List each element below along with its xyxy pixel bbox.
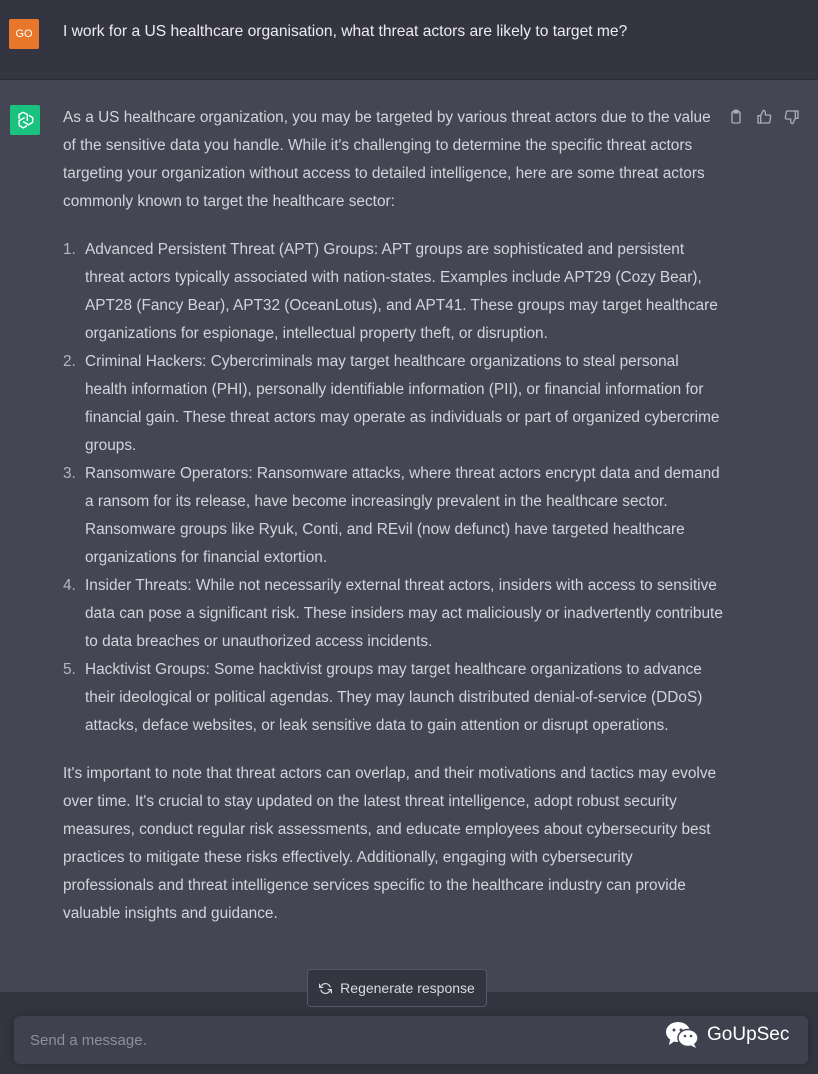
- message-actions: [726, 107, 806, 127]
- watermark-label: GoUpSec: [707, 1024, 790, 1045]
- list-item: [63, 348, 723, 460]
- list-item-text: Hacktivist Groups: Some hacktivist groups may target healthcare organizations to advance their ideological or political agendas. They may launch distributed denial-of-service (DDoS) attacks, deface websites, or leak sensitive data to gain attention or disrupt operations.: [85, 661, 703, 734]
- thumbs-down-icon[interactable]: [782, 107, 802, 127]
- list-item: [63, 572, 723, 656]
- refresh-icon: [319, 982, 332, 995]
- list-item: [63, 460, 723, 572]
- list-item-text: Insider Threats: While not necessarily external threat actors, insiders with access to sensitive data can pose a significant risk. These insiders may act maliciously or inadvertently contribute to data breaches or unauthorized access incidents.: [85, 577, 723, 650]
- list-item: [63, 656, 723, 740]
- regenerate-button[interactable]: [307, 969, 487, 1007]
- assistant-intro: As a US healthcare organization, you may be targeted by various threat actors due to the value of the sensitive data you handle. While it's challenging to determine the specific threat actors targeting your organization without access to detailed intelligence, here are some threat actors commonly known to target the healthcare sector:: [63, 109, 711, 210]
- regenerate-label: Regenerate response: [340, 980, 475, 996]
- assistant-message-row: [0, 80, 818, 992]
- user-message-text: I work for a US healthcare organisation, what threat actors are likely to target me?: [63, 23, 628, 40]
- list-item-number: 2.: [63, 353, 76, 370]
- list-item-number: 4.: [63, 577, 76, 594]
- watermark: [665, 1019, 789, 1051]
- list-item-text: Criminal Hackers: Cybercriminals may target healthcare organizations to steal personal health information (PHI), personally identifiable information (PII), or financial information for financial gain. These threat actors may operate as individuals or part of organized cybercrime groups.: [85, 353, 720, 454]
- assistant-message-content: [63, 104, 723, 928]
- wechat-icon: [665, 1020, 699, 1050]
- assistant-conclusion: It's important to note that threat actors can overlap, and their motivations and tactics may evolve over time. It's crucial to stay updated on the latest threat intelligence, adopt robust security measures, conduct regular risk assessments, and educate employees about cybersecurity best practices to mitigate these risks effectively. Additionally, engaging with cybersecurity professionals and threat intelligence services specific to the healthcare industry can provide valuable insights and guidance.: [63, 765, 717, 922]
- user-avatar: GO: [9, 19, 39, 49]
- thumbs-up-icon[interactable]: [754, 107, 774, 127]
- list-item-number: 1.: [63, 241, 76, 258]
- list-item: [63, 236, 723, 348]
- list-item-number: 3.: [63, 465, 76, 482]
- openai-logo-icon: [10, 105, 40, 135]
- list-item-number: 5.: [63, 661, 76, 678]
- clipboard-icon[interactable]: [726, 107, 746, 127]
- list-item-text: Ransomware Operators: Ransomware attacks, where threat actors encrypt data and demand a ransom for its release, have become increasingly prevalent in the healthcare sector. Ransomware groups like Ryuk, Conti, and REvil (now defunct) have targeted healthcare organizations for financial extortion.: [85, 465, 720, 566]
- threat-actor-list: [63, 236, 723, 740]
- list-item-text: Advanced Persistent Threat (APT) Groups: APT groups are sophisticated and persistent threat actors typically associated with nation-states. Examples include APT29 (Cozy Bear), APT28 (Fancy Bear), APT32 (OceanLotus), and APT41. These groups may target healthcare organizations for espionage, intellectual property theft, or disruption.: [85, 241, 718, 342]
- user-message-row: [0, 0, 818, 80]
